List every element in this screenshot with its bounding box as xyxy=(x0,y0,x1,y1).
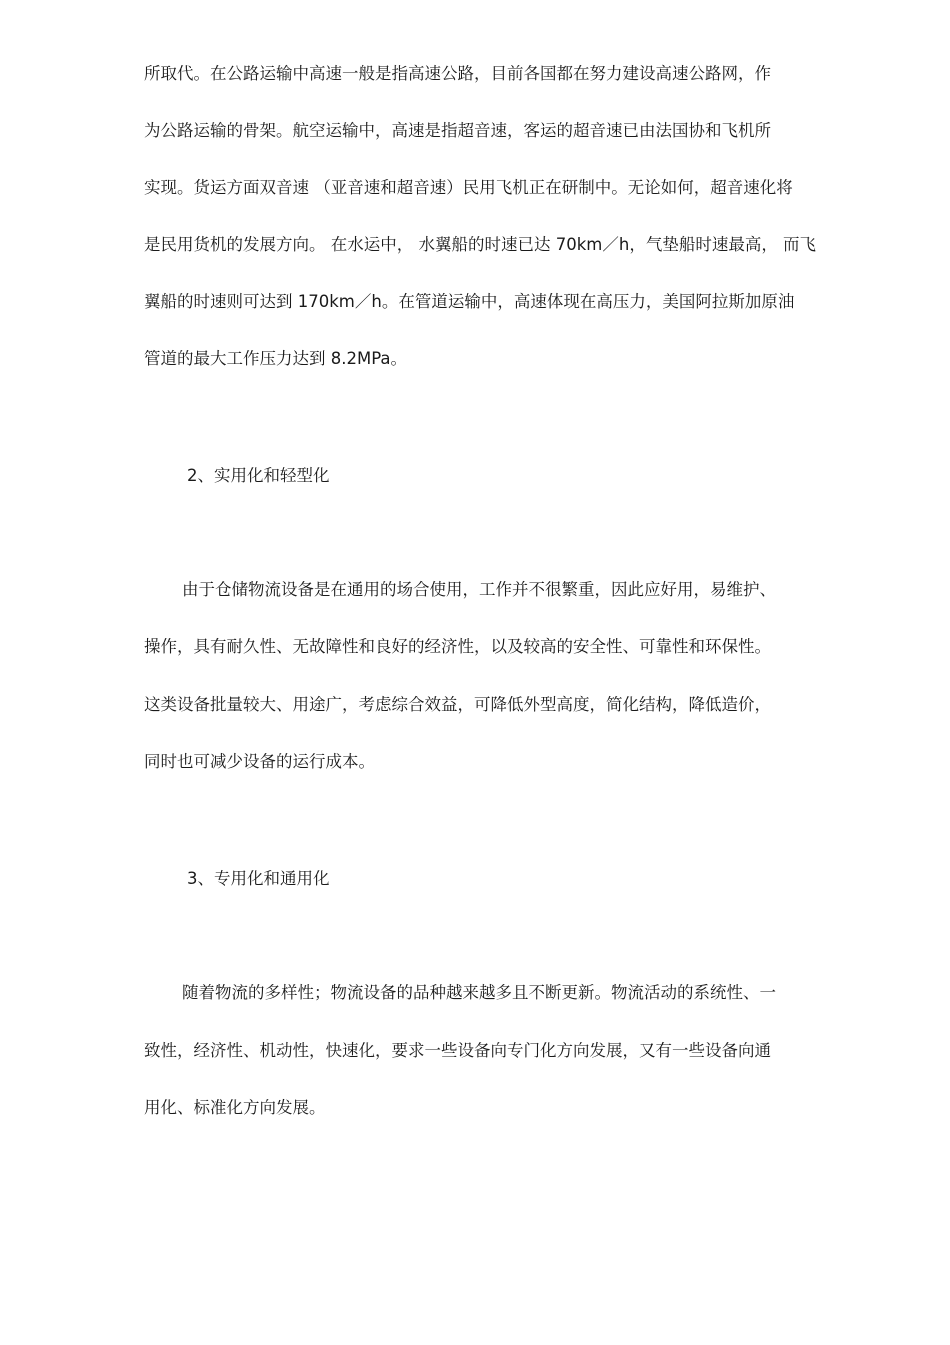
text-line: 随着物流的多样性；物流设备的品种越来越多且不断更新。物流活动的系统性、一 xyxy=(182,983,776,1002)
text-line: 这类设备批量较大、用途广，考虑综合效益，可降低外型高度，简化结构，降低造价， xyxy=(144,695,771,714)
text-line: 致性，经济性、机动性，快速化，要求一些设备向专门化方向发展，又有一些设备向通 xyxy=(144,1041,771,1060)
text-line: 同时也可减少设备的运行成本。 xyxy=(144,752,375,771)
text-line: 用化、标准化方向发展。 xyxy=(144,1098,326,1117)
text-line: 由于仓储物流设备是在通用的场合使用，工作并不很繁重，因此应好用，易维护、 xyxy=(182,580,776,599)
text-line: 是民用货机的发展方向。 在水运中， 水翼船的时速已达 70km／h，气垫船时速最高， 而飞 xyxy=(144,235,817,254)
text-line: 翼船的时速则可达到 170km／h。在管道运输中，高速体现在高压力，美国阿拉斯加原油 xyxy=(144,292,795,311)
text-line: 管道的最大工作压力达到 8.2MPa。 xyxy=(144,349,408,368)
text-line: 操作，具有耐久性、无故障性和良好的经济性，以及较高的安全性、可靠性和环保性。 xyxy=(144,637,771,656)
text-line: 为公路运输的骨架。航空运输中，高速是指超音速，客运的超音速已由法国协和飞机所 xyxy=(144,121,771,140)
section-heading-specialized: 3、专用化和通用化 xyxy=(187,869,330,888)
section-heading-practical: 2、实用化和轻型化 xyxy=(187,466,330,485)
text-line: 所取代。在公路运输中高速一般是指高速公路，目前各国都在努力建设高速公路网，作 xyxy=(144,64,771,83)
text-line: 实现。货运方面双音速 （亚音速和超音速）民用飞机正在研制中。无论如何，超音速化将 xyxy=(144,178,793,197)
